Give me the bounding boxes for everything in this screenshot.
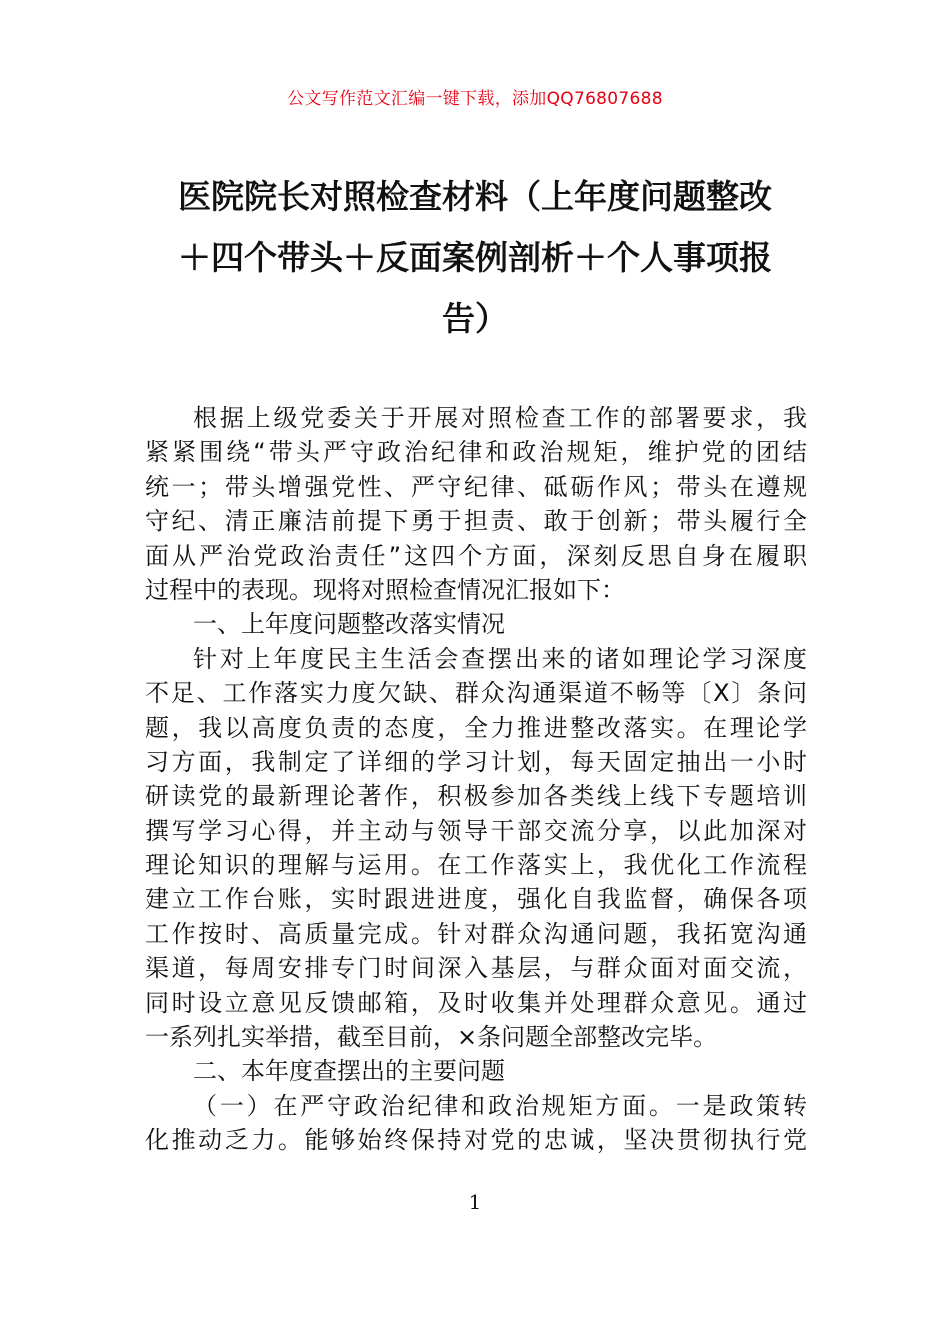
section-heading: 一、上年度问题整改落实情况 xyxy=(193,610,505,639)
body-line: 紧紧围绕“带头严守政治纪律和政治规矩，维护党的团结 xyxy=(145,438,807,467)
document-body xyxy=(145,401,807,1158)
body-line: 统一；带头增强党性、严守纪律、砥砺作风；带头在遵规 xyxy=(145,472,807,501)
body-line: 习方面，我制定了详细的学习计划，每天固定抽出一小时 xyxy=(145,747,807,776)
body-line: 建立工作台账，实时跟进进度，强化自我监督，确保各项 xyxy=(145,885,807,914)
body-line: 撰写学习心得，并主动与领导干部交流分享，以此加深对 xyxy=(145,816,807,845)
section-heading: 二、本年度查摆出的主要问题 xyxy=(193,1057,505,1086)
body-line: 一系列扎实举措，截至目前，×条问题全部整改完毕。 xyxy=(145,1023,718,1052)
body-line: 守纪、清正廉洁前提下勇于担责、敢于创新；带头履行全 xyxy=(145,507,807,536)
body-line: 不足、工作落实力度欠缺、群众沟通渠道不畅等〔X〕条问 xyxy=(145,679,807,708)
document-title xyxy=(120,166,830,349)
body-line: （一）在严守政治纪律和政治规矩方面。一是政策转 xyxy=(193,1091,807,1120)
body-line: 根据上级党委关于开展对照检查工作的部署要求，我 xyxy=(193,404,807,432)
download-banner: 公文写作范文汇编一键下载，添加QQ76807688 xyxy=(287,89,663,109)
body-line: 工作按时、高质量完成。针对群众沟通问题，我拓宽沟通 xyxy=(145,919,807,948)
body-line: 化推动乏力。能够始终保持对党的忠诚，坚决贯彻执行党 xyxy=(145,1126,807,1155)
page-number: 1 xyxy=(468,1190,482,1214)
body-line: 同时设立意见反馈邮箱，及时收集并处理群众意见。通过 xyxy=(145,988,807,1017)
body-line: 研读党的最新理论著作，积极参加各类线上线下专题培训 xyxy=(145,782,807,811)
body-line: 面从严治党政治责任”这四个方面，深刻反思自身在履职 xyxy=(145,541,807,570)
title-line: ＋四个带头＋反面案例剖析＋个人事项报 xyxy=(178,238,772,277)
body-line: 理论知识的理解与运用。在工作落实上，我优化工作流程 xyxy=(145,851,807,880)
body-line: 题，我以高度负责的态度，全力推进整改落实。在理论学 xyxy=(145,713,807,742)
body-line: 渠道，每周安排专门时间深入基层，与群众面对面交流， xyxy=(145,954,807,983)
body-line: 过程中的表现。现将对照检查情况汇报如下： xyxy=(145,575,625,604)
title-line: 医院院长对照检查材料（上年度问题整改 xyxy=(178,177,772,216)
body-line: 针对上年度民主生活会查摆出来的诸如理论学习深度 xyxy=(193,644,807,673)
title-line: 告） xyxy=(442,299,508,338)
